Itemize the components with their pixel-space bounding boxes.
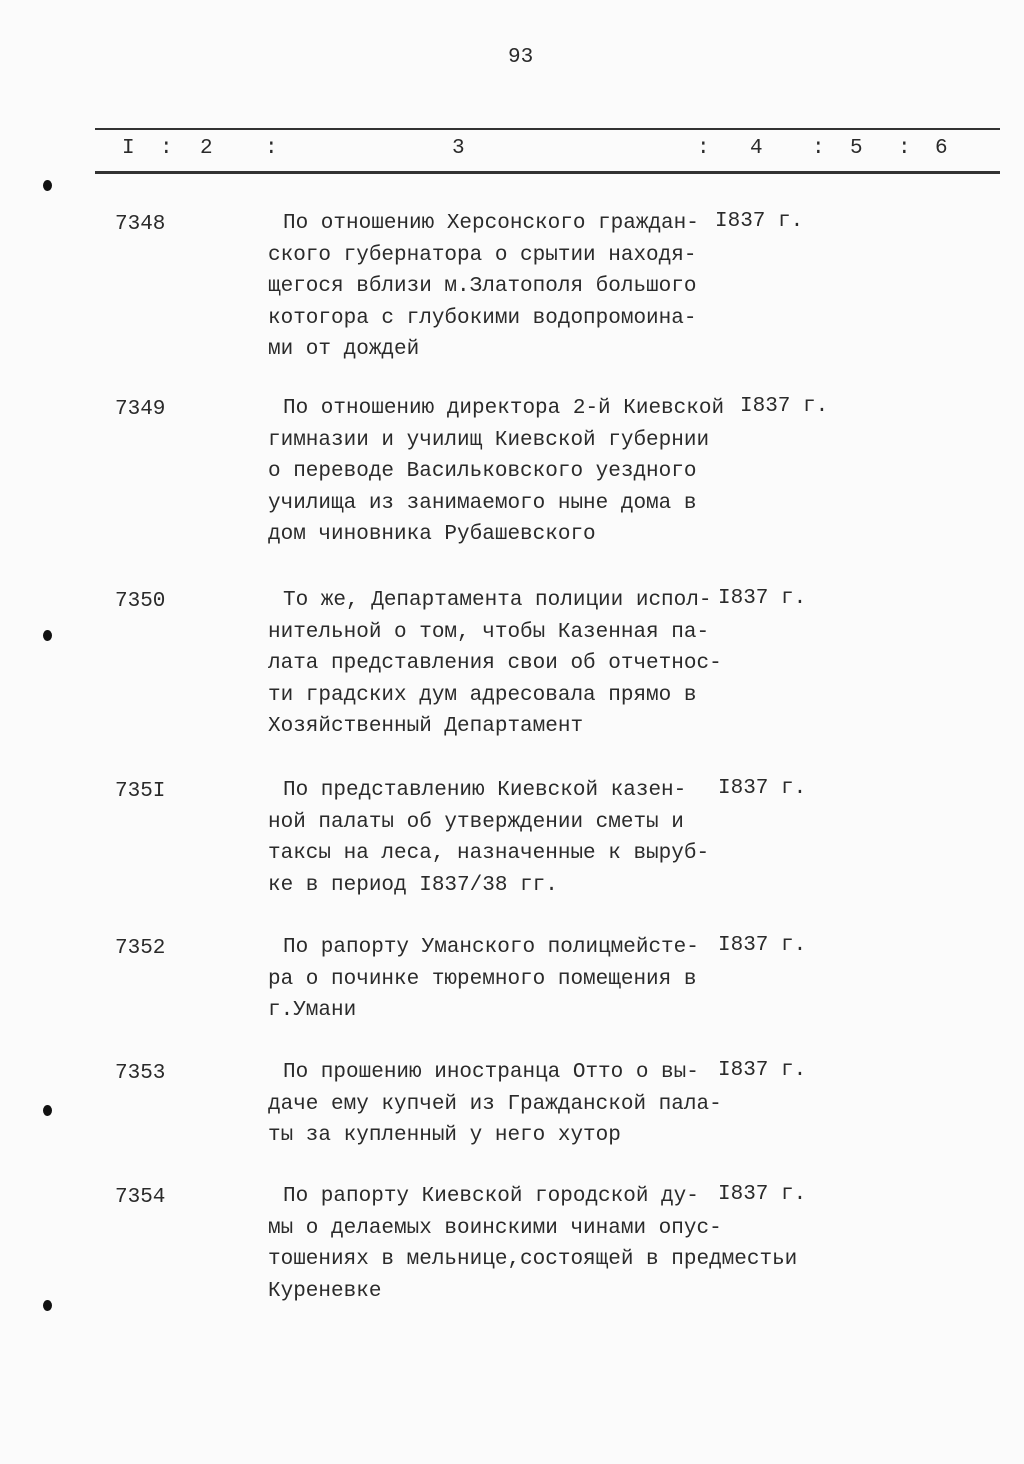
entry-description-line: По отношению директора 2-й Киевской <box>283 397 725 420</box>
column-header-1: I <box>122 137 135 160</box>
entry-description-line: о переводе Васильковского уездного <box>268 460 697 483</box>
column-separator: : <box>160 137 173 160</box>
entry-description-line: По отношению Херсонского граждан- <box>283 212 699 235</box>
page-number: 93 <box>508 46 534 69</box>
entry-description <box>268 775 728 901</box>
entry-description <box>268 393 728 551</box>
entry-description-line: ной палаты об утверждении сметы и <box>268 810 684 834</box>
entry-description-line: гимназии и училищ Киевской губернии <box>268 428 710 452</box>
entry-number: 7349 <box>115 398 166 421</box>
entry-number: 7353 <box>115 1062 166 1085</box>
entry-description-line: ты за купленный у него хутор <box>268 1124 621 1147</box>
entry-description <box>268 932 728 1027</box>
entry-number: 7350 <box>115 590 166 613</box>
entry-year: I837 г. <box>718 934 807 957</box>
entry-description-line: ти градских дум адресовала прямо в <box>268 683 697 707</box>
entry-year: I837 г. <box>715 210 804 233</box>
header-top-rule <box>95 128 1000 130</box>
entry-description-line: нительной о том, чтобы Казенная па- <box>268 620 710 644</box>
punch-hole-mark <box>43 180 52 191</box>
entry-description-line: По рапорту Уманского полицмейсте- <box>283 936 699 959</box>
entry-description-line: училища из занимаемого ныне дома в <box>268 491 697 515</box>
entry-description-line: таксы на леса, назначенные к выруб- <box>268 842 710 865</box>
entry-year: I837 г. <box>718 587 807 610</box>
entry-description-line: ке в период I837/38 гг. <box>268 873 558 897</box>
entry-description-line: По представлению Киевской казен- <box>283 779 687 802</box>
entry-description-line: мы о делаемых воинскими чинами опус- <box>268 1216 722 1240</box>
entry-description <box>268 585 728 743</box>
entry-description-line: ского губернатора о срытии находя- <box>268 243 697 267</box>
entry-description-line: То же, Департамента полиции испол- <box>283 589 712 612</box>
entry-description-line: даче ему купчей из Гражданской пала- <box>268 1092 722 1116</box>
entry-number: 7354 <box>115 1186 166 1209</box>
entry-description <box>268 1057 728 1152</box>
entry-year: I837 г. <box>718 777 807 800</box>
column-header-5: 5 <box>850 137 863 160</box>
column-separator: : <box>898 137 911 160</box>
entry-description-line: Куреневке <box>268 1279 382 1303</box>
punch-hole-mark <box>43 1300 52 1311</box>
column-separator: : <box>812 137 825 160</box>
entry-number: 7348 <box>115 213 166 236</box>
entry-number: 735I <box>115 780 166 803</box>
entry-description-line: ра о починке тюремного помещения в <box>268 967 697 991</box>
punch-hole-mark <box>43 1105 52 1116</box>
entry-number: 7352 <box>115 937 166 960</box>
column-separator: : <box>697 137 710 160</box>
column-header-2: 2 <box>200 137 213 160</box>
entry-description-line: г.Умани <box>268 999 357 1022</box>
entry-description-line: котогора с глубокими водопромоина- <box>268 306 697 330</box>
header-bottom-rule <box>95 171 1000 174</box>
punch-hole-mark <box>43 630 52 641</box>
column-header-3: 3 <box>452 137 465 160</box>
entry-description <box>268 208 728 366</box>
entry-description-line: ми от дождей <box>268 338 420 361</box>
entry-description-line: тошениях в мельнице,состоящей в предместьи <box>268 1248 798 1271</box>
entry-description-line: По рапорту Киевской городской ду- <box>283 1185 699 1208</box>
column-header-6: 6 <box>935 137 948 160</box>
entry-year: I837 г. <box>718 1183 807 1206</box>
entry-description-line: дом чиновника Рубашевского <box>268 523 596 546</box>
column-header-4: 4 <box>750 137 763 160</box>
entry-description-line: щегося вблизи м.Златополя большого <box>268 275 697 298</box>
entry-description-line: Хозяйственный Департамент <box>268 715 584 738</box>
entry-description-line: лата представления свои об отчетнос- <box>268 652 722 675</box>
entry-year: I837 г. <box>718 1059 807 1082</box>
column-separator: : <box>265 137 278 160</box>
entry-description-line: По прошению иностранца Отто о вы- <box>283 1061 699 1084</box>
entry-year: I837 г. <box>740 395 829 418</box>
